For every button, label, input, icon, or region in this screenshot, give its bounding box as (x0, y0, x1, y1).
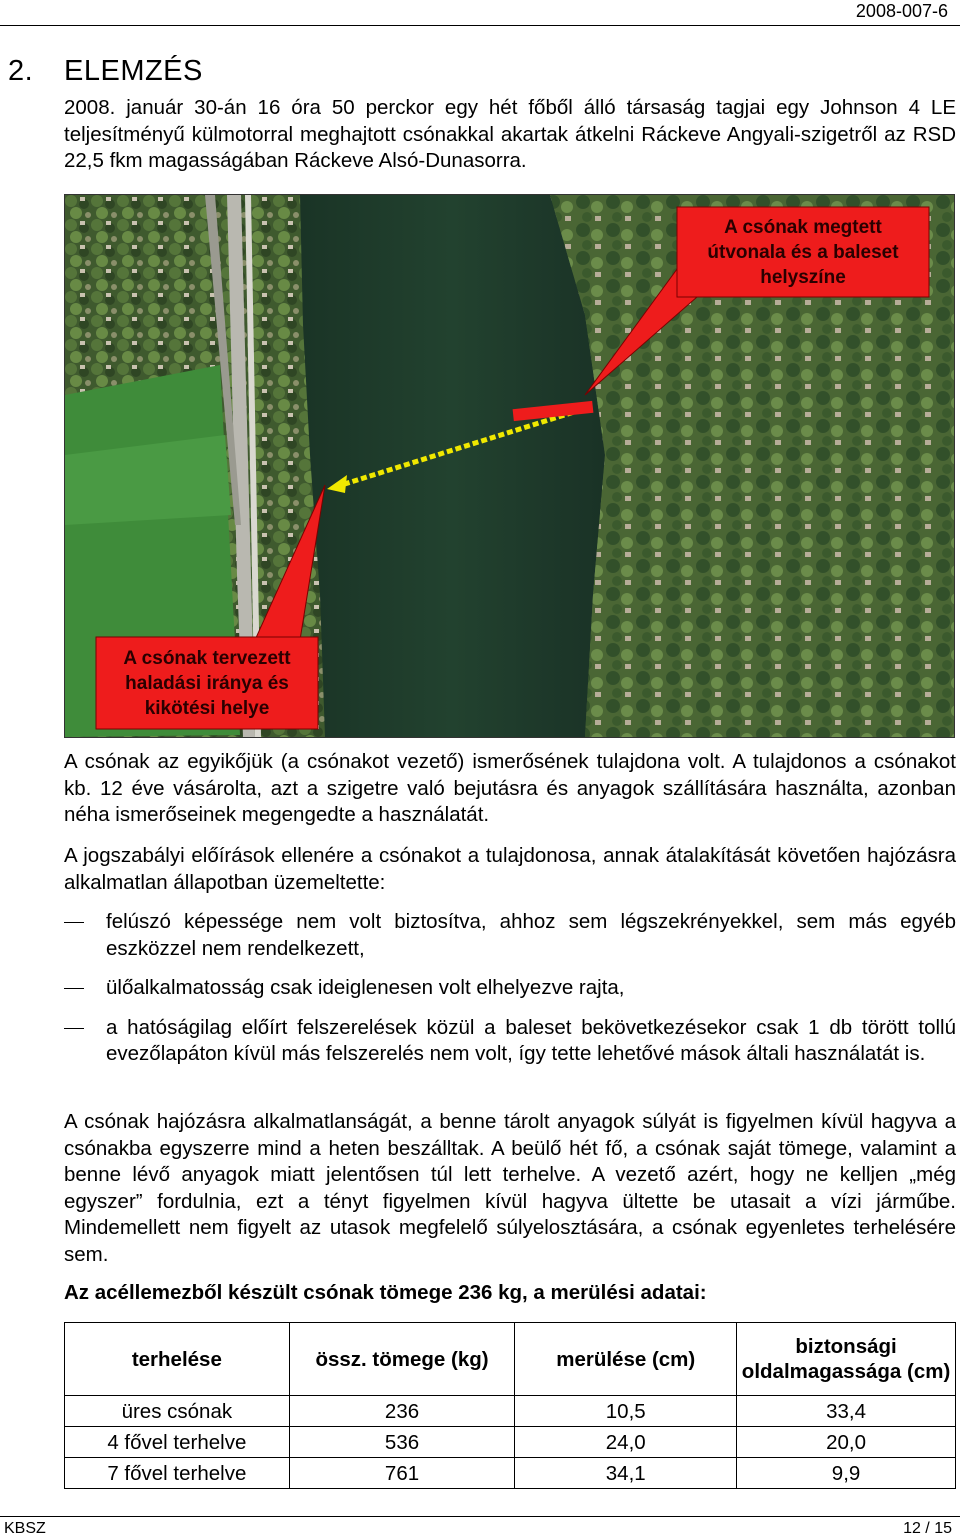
table-cell: 33,4 (737, 1396, 956, 1427)
col-header-freeboard: biztonsági oldalmagassága (cm) (737, 1323, 956, 1396)
table-row (65, 1396, 956, 1427)
table-cell: 761 (289, 1458, 515, 1489)
table-cell: 10,5 (515, 1396, 737, 1427)
table-row (65, 1458, 956, 1489)
section-title: ELEMZÉS (64, 55, 203, 87)
callout-top-line2: útvonala és a baleset (707, 242, 899, 263)
list-item-text: ülőalkalmatosság csak ideiglenesen volt elhelyezve rajta, (106, 976, 625, 999)
table-header-row (65, 1323, 956, 1396)
callout-bottom-line3: kikötési helye (144, 698, 270, 719)
document-id: 2008-007-6 (855, 1, 948, 21)
footer-rule (0, 1516, 960, 1517)
table-cell: 34,1 (515, 1458, 737, 1489)
table-row (65, 1427, 956, 1458)
law-paragraph: A jogszabályi előírások ellenére a csónakot a tulajdonosa, annak átalakítását követően hajózásra alkalmatlan állapotban üzemeltette: (64, 844, 956, 894)
callout-bottom-line2: haladási iránya és (125, 673, 289, 694)
list-item (64, 975, 956, 1002)
callout-bottom-line1: A csónak tervezett (123, 648, 291, 669)
table-cell: 4 fővel terhelve (65, 1427, 290, 1458)
list-item (64, 909, 956, 962)
callout-top-line1: A csónak megtett (724, 217, 882, 238)
table-cell: üres csónak (65, 1396, 290, 1427)
dash-bullet (64, 1028, 84, 1029)
table-cell: 236 (289, 1396, 515, 1427)
aerial-photo (64, 194, 955, 738)
table-cell: 7 fővel terhelve (65, 1458, 290, 1489)
table-cell: 9,9 (737, 1458, 956, 1489)
table-cell: 24,0 (515, 1427, 737, 1458)
col-header-mass: össz. tömege (kg) (289, 1323, 515, 1396)
list-item-text: felúszó képessége nem volt biztosítva, ahhoz sem légszekrényekkel, sem más egyéb eszközzel nem rendelkezett, (106, 910, 956, 960)
dash-bullet (64, 988, 84, 989)
page-number: 12 / 15 (903, 1520, 952, 1537)
draft-table (64, 1322, 956, 1489)
col-header-load: terhelése (65, 1323, 290, 1396)
table-cell: 20,0 (737, 1427, 956, 1458)
section-number: 2. (8, 55, 34, 87)
col-header-draft: merülése (cm) (515, 1323, 737, 1396)
dash-bullet (64, 922, 84, 923)
list-item (64, 1015, 956, 1068)
table-cell: 536 (289, 1427, 515, 1458)
table-heading: Az acéllemezből készült csónak tömege 236 kg, a merülési adatai: (64, 1281, 707, 1304)
callout-top-line3: helyszíne (760, 267, 846, 288)
header-rule (0, 25, 960, 26)
owner-paragraph: A csónak az egyikőjük (a csónakot vezető) ismerősének tulajdona volt. A tulajdonos a csónakot kb. 12 éve vásárolta, azt a szigetre való bejutásra és anyagok szállítására használta, azonban néha ismerőseinek megengedte a használatát. (64, 750, 956, 826)
intro-paragraph: 2008. január 30-án 16 óra 50 perckor egy hét főből álló társaság tagjai egy Johnson 4 LE teljesítményű külmotorral meghajtott csónakkal akartak átkelni Ráckeve Angyali-szigetről az RSD 22,5 fkm magasságában Ráckeve Alsó-Dunasorra. (64, 96, 956, 172)
list-item-text: a hatóságilag előírt felszerelések közül a baleset bekövetkezésekor csak 1 db törött tollú evezőlapáton kívül más felszerelés nem volt, így tette lehetővé mások általi használatát is. (106, 1015, 956, 1065)
footer-org: KBSZ (4, 1520, 46, 1537)
deficiency-list (64, 909, 956, 1068)
section-heading (8, 55, 203, 88)
load-paragraph: A csónak hajózásra alkalmatlanságát, a benne tárolt anyagok súlyát is figyelmen kívül hagyva a csónakba egyszerre mind a heten beszálltak. A beülő hét fő, a csónak saját tömege, valamint a benne lévő anyagok miatt jelentősen túl lett terhelve. A vezető azért, hogy ne kelljen „még egyszer” fordulnia, ezt a tényt figyelmen kívül hagyva ültette be utasait a vízi járműbe. Mindemellett nem figyelt az utasok megfelelő súlyelosztására, a csónak egyenletes terhelésére sem. (64, 1110, 956, 1266)
